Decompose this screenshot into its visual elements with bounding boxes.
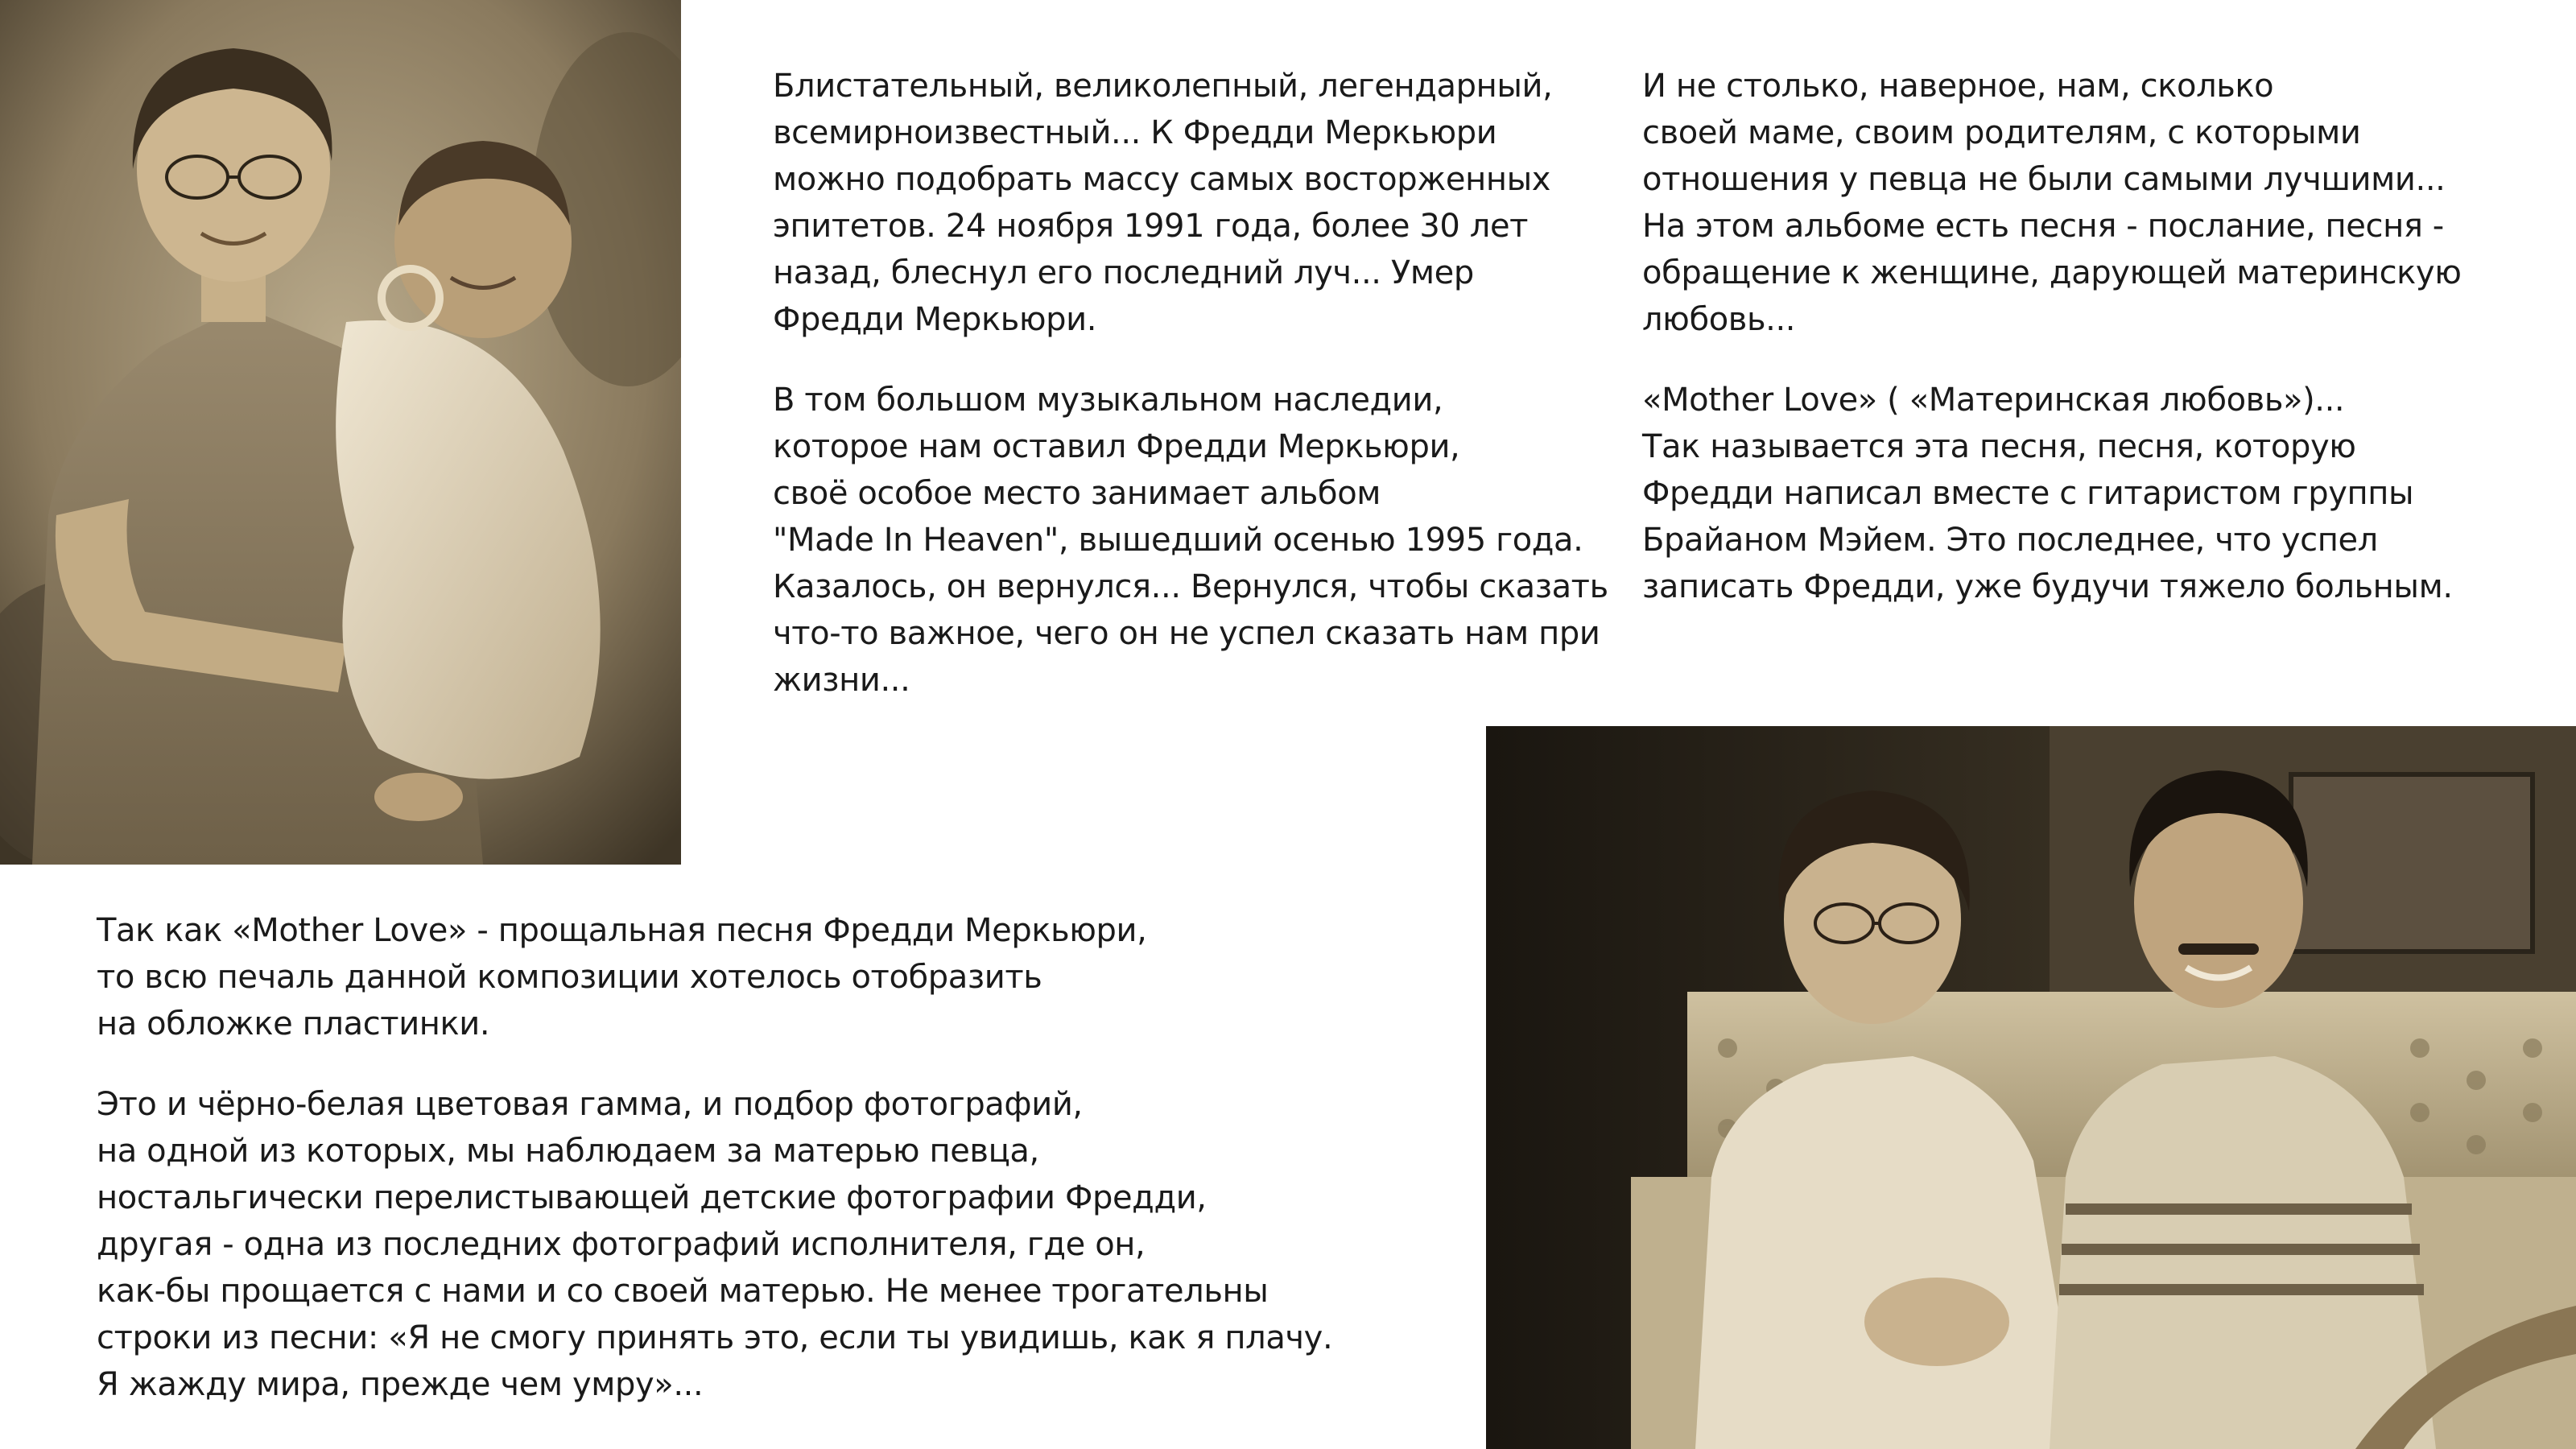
photo-mother-and-son <box>1486 726 2576 1449</box>
sepia-portrait-icon <box>0 0 681 865</box>
paragraph: «Mother Love» ( «Материнская любовь»)... Так называется эта песня, песня, которую Фредди написал вместе с гитаристом группы Брайаном Мэйем. Это последнее, что успел записать Фредди, уже будучи тяжело больным. <box>1642 382 2453 605</box>
text-column-1 <box>773 63 1610 704</box>
paragraph: Это и чёрно-белая цветовая гамма, и подбор фотографий, на одной из которых, мы наблюдаем за матерью певца, ностальгически перелистывающей детские фотографии Фредди, другая - одна из последних фотографий исполнителя, где он, как-бы прощается с нами и со своей матерью. Не менее трогательны строки из песни: «Я не смогу принять это, если ты увидишь, как я плачу. Я жажду мира, прежде чем умру»... <box>97 1086 1333 1403</box>
paragraph: И не столько, наверное, нам, сколько своей маме, своим родителям, с которыми отношения у певца не были самыми лучшими... На этом альбоме есть песня - послание, песня - обращение к женщине, дарующей материнскую любовь... <box>1642 68 2462 338</box>
text-column-2 <box>1642 63 2544 610</box>
photo-mother-with-baby <box>0 0 681 865</box>
sepia-portrait-icon <box>1486 726 2576 1449</box>
paragraph: Блистательный, великолепный, легендарный, всемирноизвестный... К Фредди Меркьюри можно подобрать массу самых восторженных эпитетов. 24 ноября 1991 года, более 30 лет назад, блеснул его последний луч... Умер Фредди Меркьюри. <box>773 68 1553 338</box>
text-column-3 <box>97 907 1433 1408</box>
paragraph: В том большом музыкальном наследии, которое нам оставил Фредди Меркьюри, своё особое место занимает альбом "Made In Heaven", вышедший осенью 1995 года. Казалось, он вернулся... Вернулся, чтобы сказать что-то важное, чего он не успел сказать нам при жизни... <box>773 382 1608 699</box>
paragraph: Так как «Mother Love» - прощальная песня Фредди Меркьюри, то всю печаль данной композиции хотелось отобразить на обложке пластинки. <box>97 912 1147 1042</box>
